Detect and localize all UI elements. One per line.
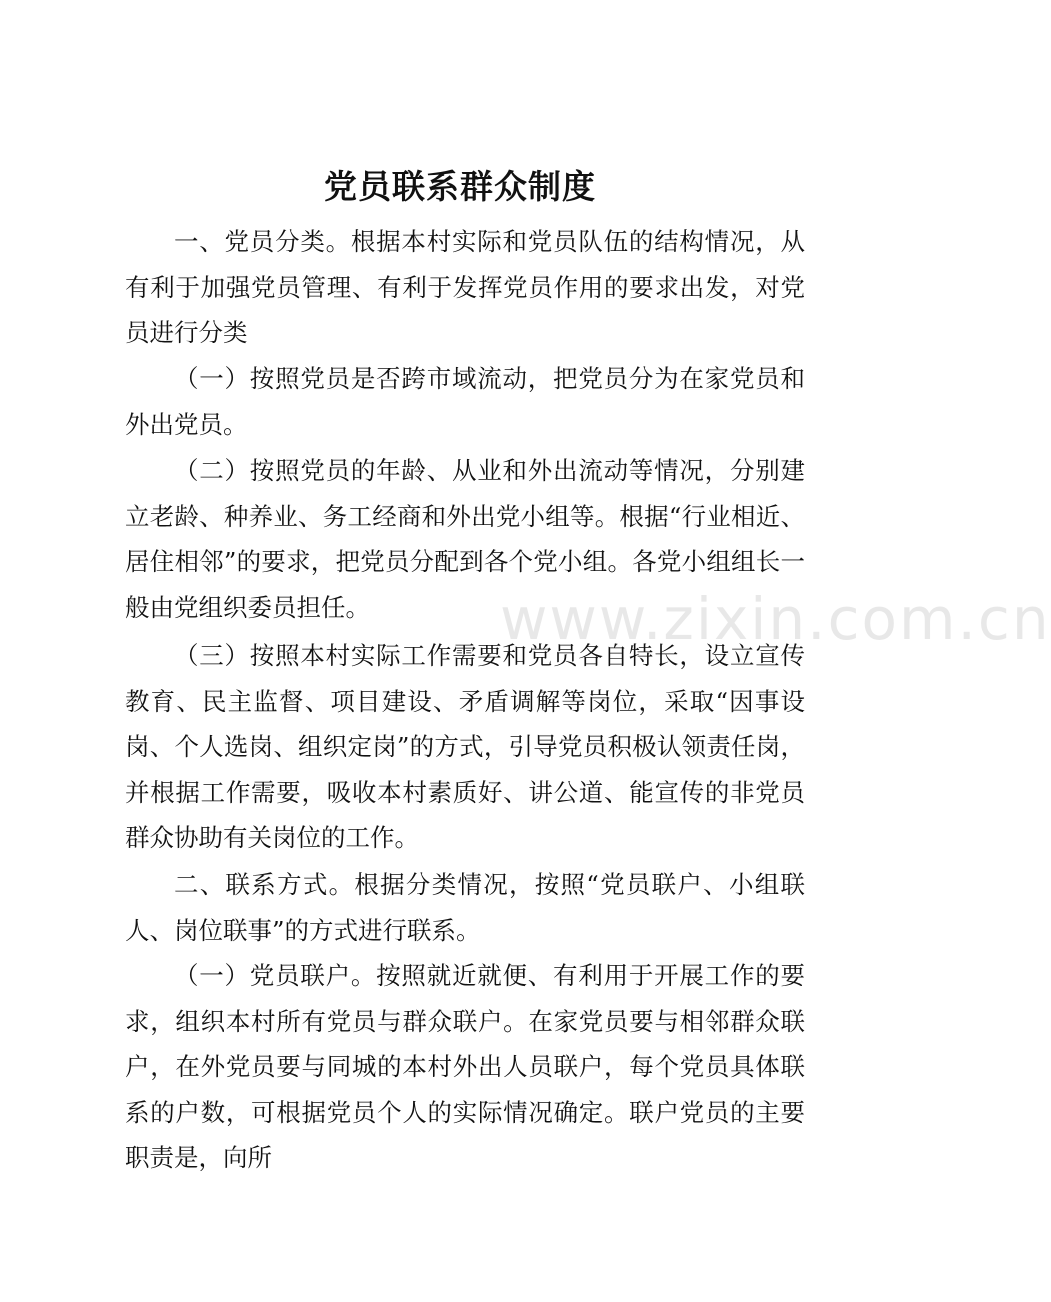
paragraph: （三）按照本村实际工作需要和党员各自特长，设立宣传教育、民主监督、项目建设、矛盾调解等岗位，采取“因事设岗、个人选岗、组织定岗”的方式，引导党员积极认领责任岗，并根据工作需要，吸收本村素质好、讲公道、能宣传的非党员群众协助有关岗位的工作。	[125, 641, 805, 852]
document-title: 党员联系群众制度	[324, 167, 596, 206]
watermark-text: www.zixin.com.cn	[500, 585, 1051, 653]
paragraph-classification-3	[125, 633, 805, 861]
paragraph: 二、联系方式。根据分类情况，按照“党员联户、小组联人、岗位联事”的方式进行联系。	[125, 870, 805, 945]
paragraph-contact-method	[125, 862, 805, 953]
paragraph: （一）党员联户。按照就近就便、有利用于开展工作的要求，组织本村所有党员与群众联户。在家党员要与相邻群众联户，在外党员要与同城的本村外出人员联户，每个党员具体联系的户数，可根据党员个人的实际情况确定。联户党员的主要职责是，向所	[125, 961, 805, 1172]
paragraph-classification-2	[125, 448, 805, 630]
paragraph-classification	[125, 219, 805, 356]
paragraph: （一）按照党员是否跨市域流动，把党员分为在家党员和外出党员。	[125, 364, 805, 439]
paragraph-contact-method-1	[125, 953, 805, 1181]
paragraph: （二）按照党员的年龄、从业和外出流动等情况，分别建立老龄、种养业、务工经商和外出党小组等。根据“行业相近、居住相邻”的要求，把党员分配到各个党小组。各党小组组长一般由党组织委员担任。	[125, 456, 805, 622]
paragraph: 一、党员分类。根据本村实际和党员队伍的结构情况，从有利于加强党员管理、有利于发挥党员作用的要求出发，对党员进行分类	[125, 227, 805, 347]
paragraph-classification-1	[125, 356, 805, 447]
